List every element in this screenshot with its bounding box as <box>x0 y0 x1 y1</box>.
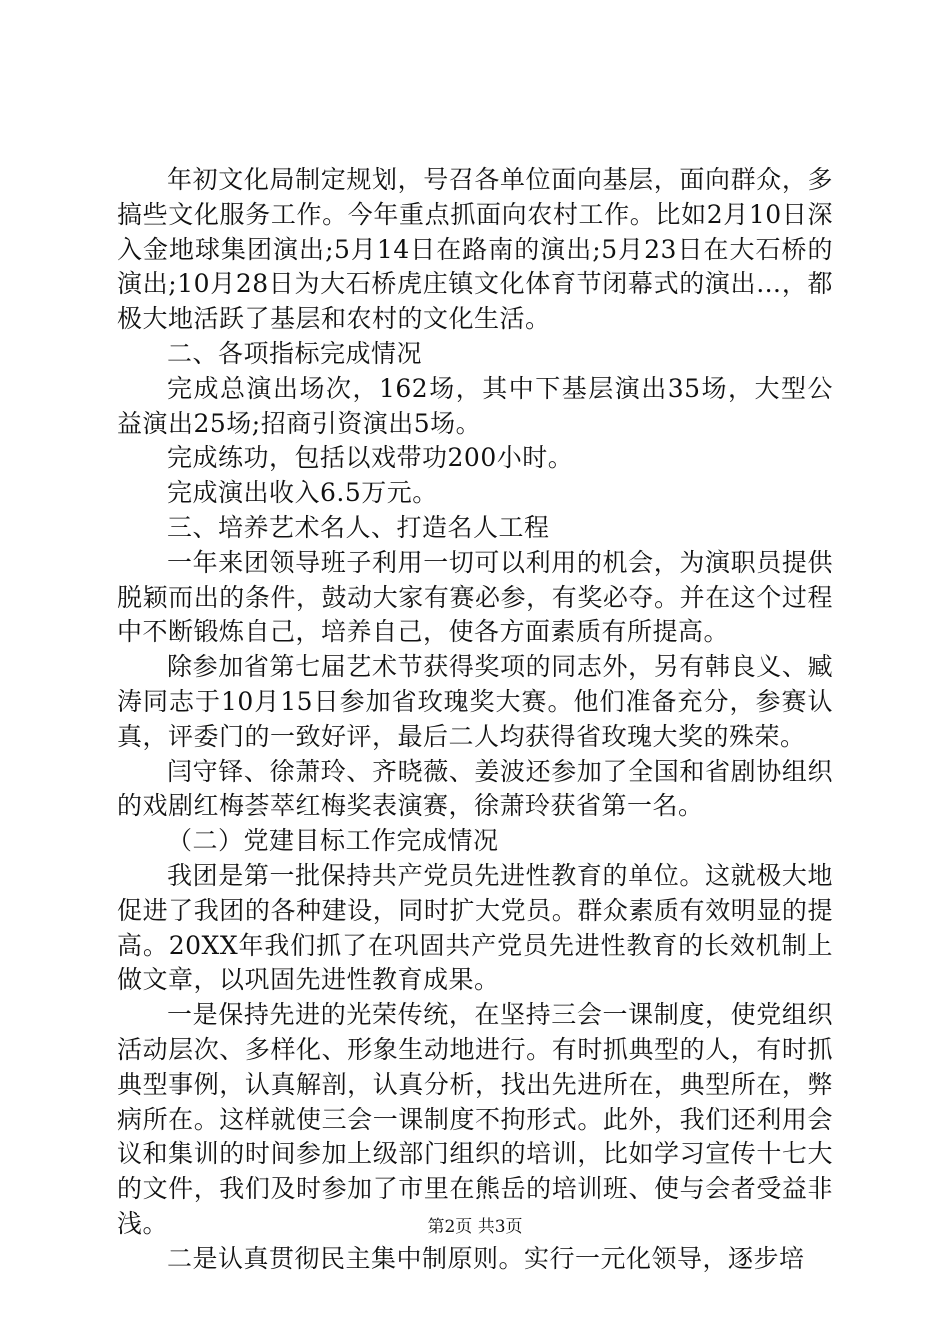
paragraph-performances: 完成总演出场次，162场，其中下基层演出35场，大型公益演出25场;招商引资演出5场。 <box>117 373 833 438</box>
paragraph-point-one: 一是保持先进的光荣传统，在坚持三会一课制度，使党组织活动层次、多样化、形象生动地进行。有时抓典型的人，有时抓典型事例，认真解剖，认真分析，找出先进所在，典型所在，弊病所在。这样就使三会一课制度不拘形式。此外，我们还利用会议和集训的时间参加上级部门组织的培训，比如学习宣传十七大的文件，我们及时参加了市里在熊岳的培训班、使与会者受益非浅。 <box>117 1000 833 1238</box>
paragraph-intro-grassroots: 年初文化局制定规划，号召各单位面向基层，面向群众，多搞些文化服务工作。今年重点抓面向农村工作。比如2月10日深入金地球集团演出;5月14日在路南的演出;5月23日在大石桥的演出;10月28日为大石桥虎庄镇文化体育节闭幕式的演出…，都极大地活跃了基层和农村的文化生活。 <box>117 165 833 334</box>
paragraph-income: 完成演出收入6.5万元。 <box>167 478 438 508</box>
paragraph-leadership: 一年来团领导班子利用一切可以利用的机会，为演职员提供脱颖而出的条件，鼓动大家有赛必参，有奖必夺。并在这个过程中不断锻炼自己，培养自己，使各方面素质有所提高。 <box>117 547 833 647</box>
paragraph-plum-award: 闫守铎、徐萧玲、齐晓薇、姜波还参加了全国和省剧协组织的戏剧红梅荟萃红梅奖表演赛，徐萧玲获省第一名。 <box>117 756 833 821</box>
heading-indicators: 二、各项指标完成情况 <box>167 338 423 368</box>
page-footer: 第2页 共3页 <box>427 1217 523 1237</box>
paragraph-practice-hours: 完成练功，包括以戏带功200小时。 <box>167 443 574 473</box>
heading-party-building: （二）党建目标工作完成情况 <box>167 826 499 856</box>
paragraph-point-two: 二是认真贯彻民主集中制原则。实行一元化领导，逐步培 <box>167 1243 805 1273</box>
paragraph-rose-award: 除参加省第七届艺术节获得奖项的同志外，另有韩良义、臧涛同志于10月15日参加省玫瑰奖大赛。他们准备充分，参赛认真，评委门的一致好评，最后二人均获得省玫瑰大奖的殊荣。 <box>117 652 833 751</box>
heading-famous-artists: 三、培养艺术名人、打造名人工程 <box>167 512 550 542</box>
paragraph-party-education: 我团是第一批保持共产党员先进性教育的单位。这就极大地促进了我团的各种建设，同时扩大党员。群众素质有效明显的提高。20XX年我们抓了在巩固共产党员先进性教育的长效机制上做文章，以巩固先进性教育成果。 <box>117 860 833 995</box>
document-body <box>117 163 833 1277</box>
